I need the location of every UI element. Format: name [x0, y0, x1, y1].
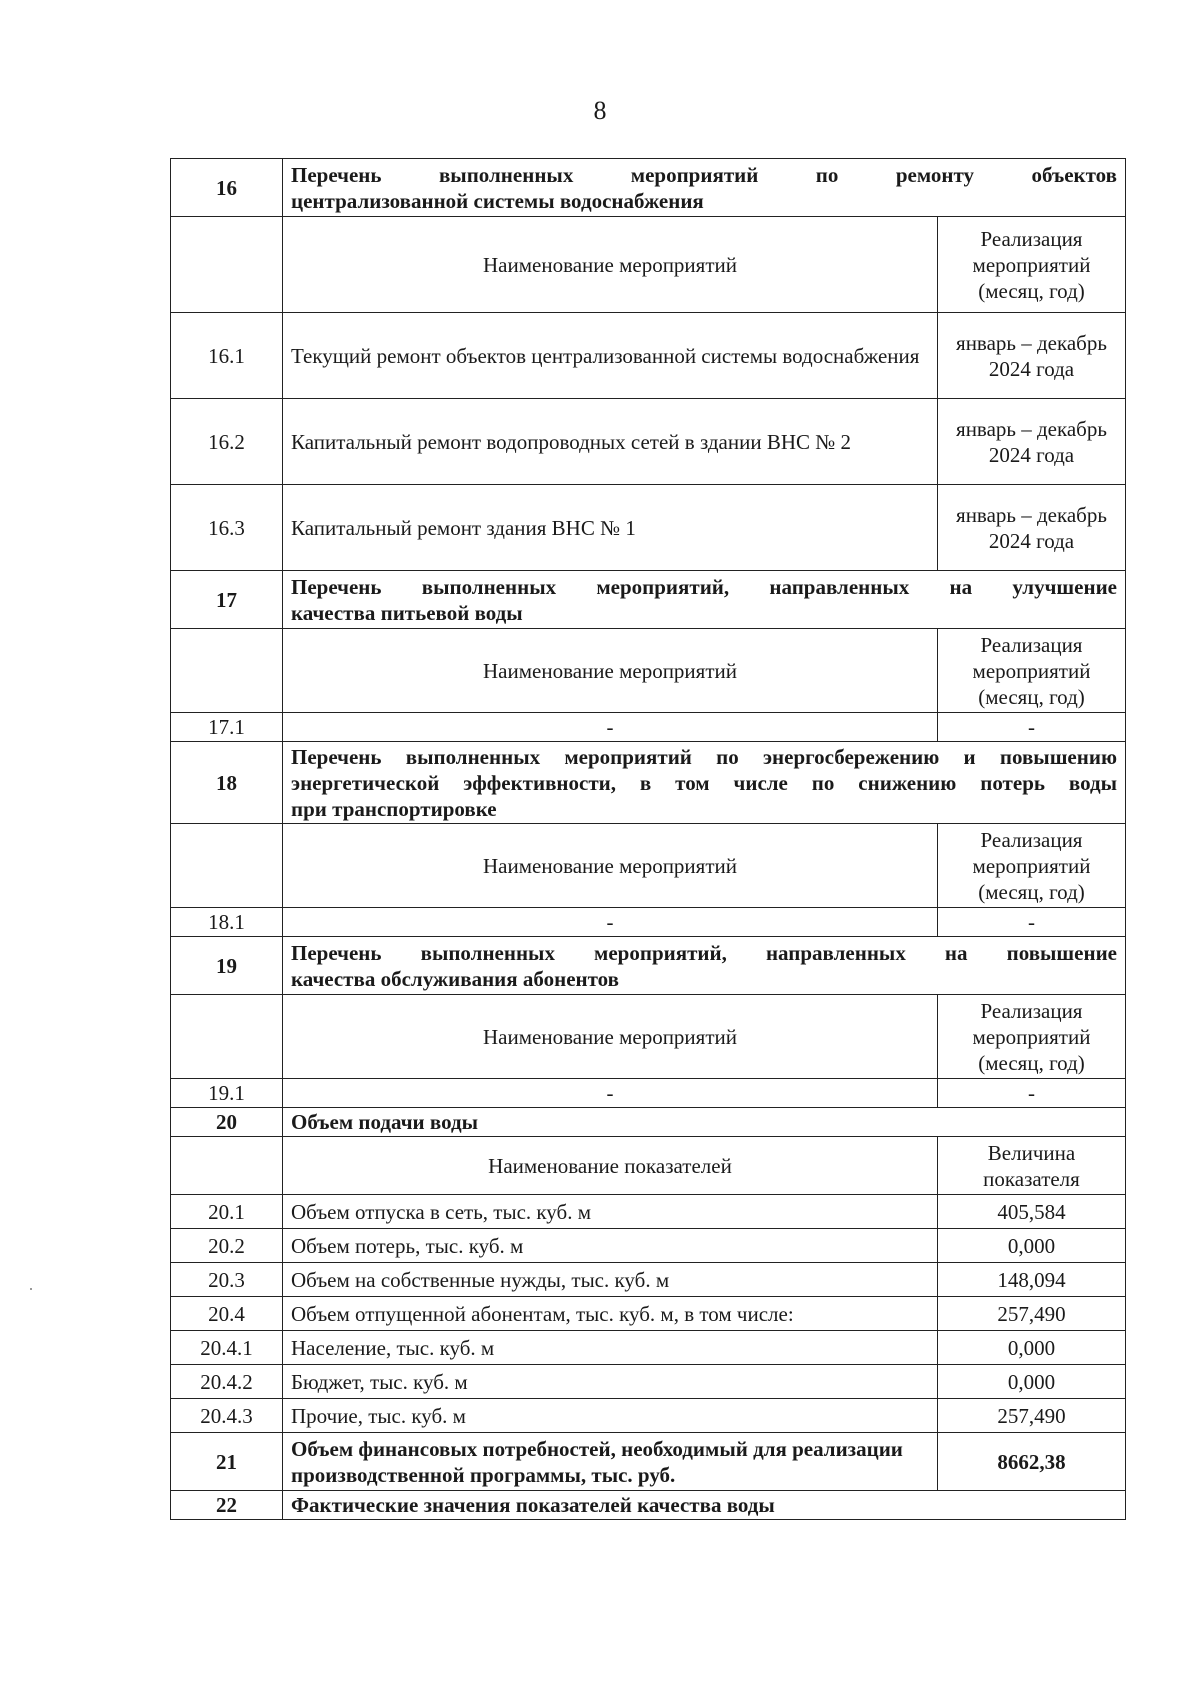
section-title-line: при транспортировке	[291, 796, 497, 821]
event-period: -	[938, 713, 1126, 742]
event-period: -	[938, 908, 1126, 937]
column-header-realization: Реализация мероприятий (месяц, год)	[938, 217, 1126, 313]
column-header-row	[171, 629, 1126, 713]
section-title	[283, 937, 1126, 995]
section-number: 21	[171, 1433, 283, 1491]
section-18-header	[171, 742, 1126, 824]
section-title: Объем финансовых потребностей, необходимый для реализации производственной программы, тыс. руб.	[283, 1433, 938, 1491]
column-header-name: Наименование показателей	[283, 1137, 938, 1195]
section-title-line: Перечень выполненных мероприятий, направленных на улучшение	[291, 574, 1117, 599]
indicator-name: Бюджет, тыс. куб. м	[283, 1365, 938, 1399]
section-title-line: Перечень выполненных мероприятий, направленных на повышение	[291, 940, 1117, 965]
column-header-row	[171, 995, 1126, 1079]
event-name: Капитальный ремонт здания ВНС № 1	[283, 485, 938, 571]
section-title	[283, 571, 1126, 629]
indicator-value: 405,584	[938, 1195, 1126, 1229]
table-row	[171, 1331, 1126, 1365]
column-header-name: Наименование мероприятий	[283, 995, 938, 1079]
row-number: 20.3	[171, 1263, 283, 1297]
row-number: 18.1	[171, 908, 283, 937]
indicator-name: Объем отпуска в сеть, тыс. куб. м	[283, 1195, 938, 1229]
section-20-header	[171, 1108, 1126, 1137]
indicator-name: Объем на собственные нужды, тыс. куб. м	[283, 1263, 938, 1297]
indicator-name: Объем потерь, тыс. куб. м	[283, 1229, 938, 1263]
column-header-value: Величина показателя	[938, 1137, 1126, 1195]
section-title-line: централизованной системы водоснабжения	[291, 188, 704, 213]
column-header-name: Наименование мероприятий	[283, 629, 938, 713]
production-program-table	[170, 158, 1126, 1520]
table-row	[171, 485, 1126, 571]
table-row	[171, 1263, 1126, 1297]
column-header-name: Наименование мероприятий	[283, 217, 938, 313]
page-number: 8	[593, 96, 607, 125]
section-22-header	[171, 1491, 1126, 1520]
section-title: Объем подачи воды	[283, 1108, 1126, 1137]
section-title-line: Перечень выполненных мероприятий по ремонту объектов	[291, 162, 1117, 187]
indicator-value: 0,000	[938, 1229, 1126, 1263]
section-number: 22	[171, 1491, 283, 1520]
section-title-line: Перечень выполненных мероприятий по энергосбережению и повышению	[291, 744, 1117, 769]
table-row	[171, 713, 1126, 742]
column-header-realization: Реализация мероприятий (месяц, год)	[938, 629, 1126, 713]
table-row	[171, 1195, 1126, 1229]
row-number: 16.3	[171, 485, 283, 571]
section-title	[283, 159, 1126, 217]
scan-speck	[30, 1288, 32, 1290]
section-title-line: качества обслуживания абонентов	[291, 966, 619, 991]
table-row	[171, 908, 1126, 937]
row-number: 20.1	[171, 1195, 283, 1229]
section-number: 19	[171, 937, 283, 995]
row-number: 20.4.3	[171, 1399, 283, 1433]
section-number: 18	[171, 742, 283, 824]
event-period: январь – декабрь 2024 года	[938, 399, 1126, 485]
section-21-row	[171, 1433, 1126, 1491]
indicator-value: 0,000	[938, 1365, 1126, 1399]
column-header-row	[171, 1137, 1126, 1195]
event-period: январь – декабрь 2024 года	[938, 313, 1126, 399]
table-row	[171, 1399, 1126, 1433]
event-name: -	[283, 908, 938, 937]
section-16-header	[171, 159, 1126, 217]
table-row	[171, 313, 1126, 399]
column-header-row	[171, 824, 1126, 908]
section-number: 17	[171, 571, 283, 629]
table-row	[171, 1229, 1126, 1263]
indicator-value: 257,490	[938, 1297, 1126, 1331]
section-number: 20	[171, 1108, 283, 1137]
empty-cell	[171, 629, 283, 713]
indicator-value: 257,490	[938, 1399, 1126, 1433]
empty-cell	[171, 995, 283, 1079]
event-name: -	[283, 713, 938, 742]
column-header-name: Наименование мероприятий	[283, 824, 938, 908]
row-number: 19.1	[171, 1079, 283, 1108]
section-17-header	[171, 571, 1126, 629]
indicator-name: Прочие, тыс. куб. м	[283, 1399, 938, 1433]
table-row	[171, 399, 1126, 485]
section-title	[283, 742, 1126, 824]
event-period: январь – декабрь 2024 года	[938, 485, 1126, 571]
section-title-line: качества питьевой воды	[291, 600, 523, 625]
row-number: 20.2	[171, 1229, 283, 1263]
row-number: 16.2	[171, 399, 283, 485]
section-19-header	[171, 937, 1126, 995]
indicator-value: 148,094	[938, 1263, 1126, 1297]
column-header-realization: Реализация мероприятий (месяц, год)	[938, 995, 1126, 1079]
section-title-line: энергетической эффективности, в том числе по снижению потерь воды	[291, 770, 1117, 795]
indicator-name: Объем отпущенной абонентам, тыс. куб. м, в том числе:	[283, 1297, 938, 1331]
event-name: Капитальный ремонт водопроводных сетей в здании ВНС № 2	[283, 399, 938, 485]
event-period: -	[938, 1079, 1126, 1108]
row-number: 20.4.1	[171, 1331, 283, 1365]
event-name: Текущий ремонт объектов централизованной системы водоснабжения	[283, 313, 938, 399]
event-name: -	[283, 1079, 938, 1108]
section-title: Фактические значения показателей качества воды	[283, 1491, 1126, 1520]
empty-cell	[171, 824, 283, 908]
indicator-name: Население, тыс. куб. м	[283, 1331, 938, 1365]
table-row	[171, 1079, 1126, 1108]
table-row	[171, 1365, 1126, 1399]
empty-cell	[171, 217, 283, 313]
financial-needs-value: 8662,38	[938, 1433, 1126, 1491]
row-number: 20.4.2	[171, 1365, 283, 1399]
table-row	[171, 1297, 1126, 1331]
section-number: 16	[171, 159, 283, 217]
indicator-value: 0,000	[938, 1331, 1126, 1365]
column-header-row	[171, 217, 1126, 313]
row-number: 20.4	[171, 1297, 283, 1331]
row-number: 17.1	[171, 713, 283, 742]
column-header-realization: Реализация мероприятий (месяц, год)	[938, 824, 1126, 908]
row-number: 16.1	[171, 313, 283, 399]
empty-cell	[171, 1137, 283, 1195]
